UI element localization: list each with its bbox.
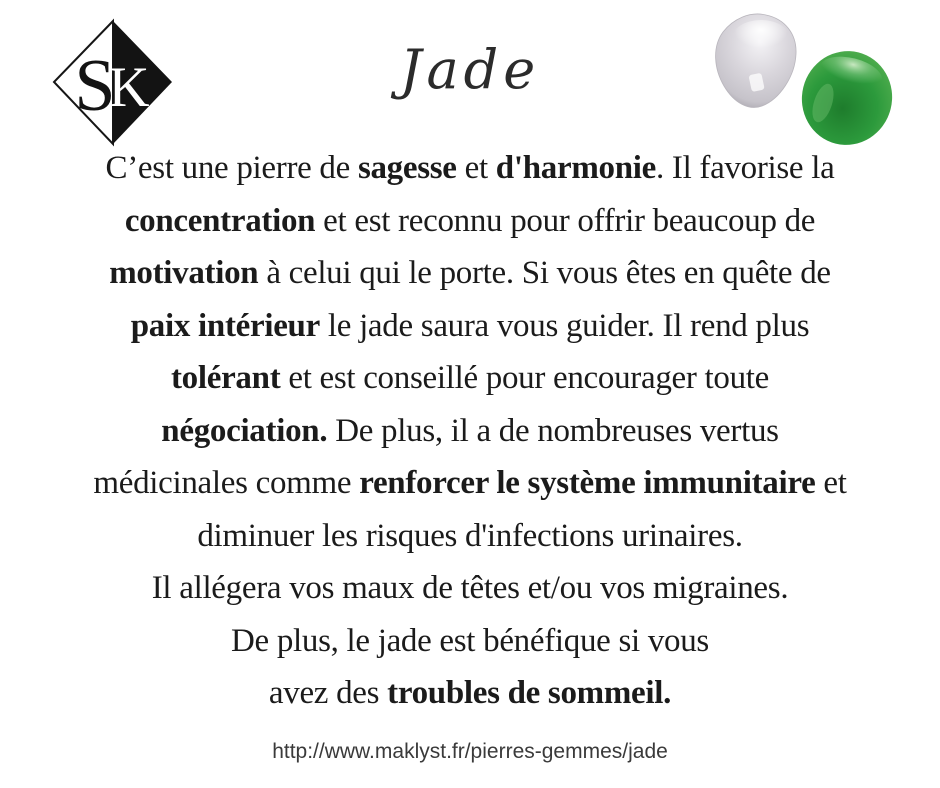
text-segment: De plus, le jade est bénéfique si vous bbox=[231, 622, 709, 659]
text-segment: diminuer les risques d'infections urinaires. bbox=[197, 517, 743, 554]
text-line bbox=[20, 300, 920, 353]
text-segment: médicinales comme bbox=[93, 465, 360, 501]
text-segment: avez des bbox=[268, 675, 388, 711]
text-segment-bold: négociation. bbox=[161, 412, 328, 449]
text-segment-bold: sagesse bbox=[357, 150, 457, 186]
text-line bbox=[20, 405, 920, 458]
text-segment: et bbox=[456, 150, 496, 186]
white-stone-image bbox=[706, 12, 806, 112]
text-line bbox=[20, 247, 920, 300]
text-segment: à celui qui le porte. Si vous êtes en quête de bbox=[258, 255, 831, 291]
green-jade-stone-image bbox=[793, 48, 901, 148]
body-text bbox=[20, 142, 920, 720]
text-segment-bold: renforcer le système immunitaire bbox=[359, 465, 816, 501]
text-segment-bold: d'harmonie bbox=[495, 150, 656, 186]
text-line bbox=[20, 195, 920, 248]
text-segment: . Il favorise la bbox=[655, 150, 835, 186]
text-segment: C’est une pierre de bbox=[105, 150, 358, 186]
logo-letter-k: K bbox=[108, 56, 150, 119]
footer-url: http://www.maklyst.fr/pierres-gemmes/jade bbox=[272, 740, 668, 763]
text-line bbox=[20, 562, 920, 615]
text-segment: le jade saura vous guider. Il rend plus bbox=[319, 307, 810, 344]
text-segment: De plus, il a de nombreuses vertus bbox=[327, 412, 779, 449]
white-stone-icon bbox=[706, 12, 806, 112]
green-jade-stone-icon bbox=[793, 48, 901, 148]
text-line bbox=[20, 615, 920, 668]
text-segment-bold: tolérant bbox=[170, 360, 281, 396]
text-segment-bold: troubles de sommeil. bbox=[387, 675, 672, 711]
text-line bbox=[20, 142, 920, 195]
page-title: Jade bbox=[399, 38, 541, 101]
text-segment-bold: concentration bbox=[124, 202, 316, 239]
text-segment: et bbox=[815, 465, 847, 501]
logo-letter-s: S bbox=[74, 45, 116, 127]
text-line bbox=[20, 457, 920, 510]
text-segment: et est conseillé pour encourager toute bbox=[280, 360, 769, 396]
text-segment: Il allégera vos maux de têtes et/ou vos migraines. bbox=[151, 570, 789, 606]
text-line bbox=[20, 667, 920, 720]
text-segment: et est reconnu pour offrir beaucoup de bbox=[315, 202, 816, 239]
text-segment-bold: paix intérieur bbox=[130, 307, 320, 344]
text-line bbox=[20, 510, 920, 563]
text-line bbox=[20, 352, 920, 405]
text-segment-bold: motivation bbox=[109, 255, 259, 291]
